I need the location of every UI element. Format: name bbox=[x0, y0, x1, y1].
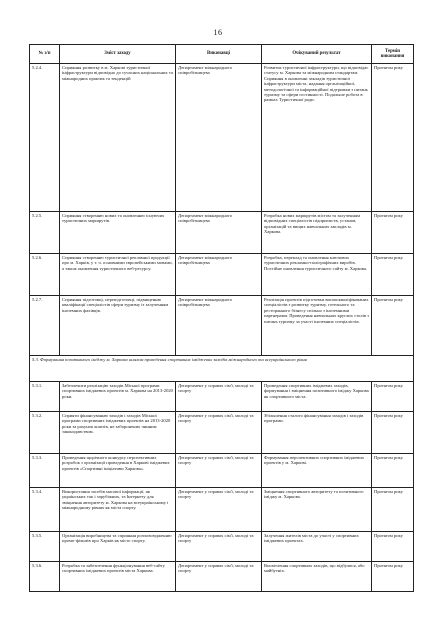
page-number: 16 bbox=[213, 28, 223, 37]
row-content: Сприяння підготовці, перепідготовці, підвищенню кваліфікації спеціалістів сфери туризму із залученням іноземних фахівців. bbox=[60, 296, 176, 356]
row-result: Розвиток туристичної інфраструктури, що відповідає статусу м. Харкова та міжнародним стандартам. Сприяння в оновленні закладів туристичної інфраструктури міста, надання організаційної, методологічної та інформаційної підтримки з питань туризму та сфери гостинності. Подальше робота в рамках Туристичної ради. bbox=[262, 64, 372, 212]
row-result: Розробка, переклад та оновлення ключових туристичних рекламно-поліграфічних виробів. Постійне оновлення туристичного сайту м. Харкова. bbox=[262, 254, 372, 296]
row-number: 5.3.3. bbox=[30, 454, 60, 488]
row-result: Висвітлення спортивних заходів, що відбулися, або майбутніх. bbox=[262, 562, 372, 592]
row-number: 5.3.6. bbox=[30, 562, 60, 592]
row-result: Проведення спортивних іміджевих заходів, формування і зміцнення позитивного іміджу Харкова як спортивного міста. bbox=[262, 382, 372, 412]
row-result: Зміцнення спортивного авторитету та позитивного іміджу м. Харкова. bbox=[262, 488, 372, 532]
section-row bbox=[30, 356, 414, 382]
row-content: Розробка та забезпечення функціонування веб-сайту спортивних іміджевих проектів міста Харкова. bbox=[60, 562, 176, 592]
table-row bbox=[30, 488, 414, 532]
row-executors: Департамент міжнародного співробітництва bbox=[176, 254, 262, 296]
row-executors: Департамент у справах сім'ї, молоді та спорту bbox=[176, 488, 262, 532]
row-number: 5.3.1. bbox=[30, 382, 60, 412]
row-executors: Департамент міжнародного співробітництва bbox=[176, 212, 262, 254]
row-number: 5.2.5. bbox=[30, 212, 60, 254]
header-result: Очікуваний результат bbox=[262, 45, 372, 64]
header-term: Термін виконання bbox=[372, 45, 414, 64]
row-content: Сприяння створенню нових та оновленню існуючих туристичних маршрутів. bbox=[60, 212, 176, 254]
row-term: Протягом року bbox=[372, 64, 414, 212]
row-term: Протягом року bbox=[372, 454, 414, 488]
row-executors: Департамент у справах сім'ї, молоді та спорту bbox=[176, 532, 262, 562]
row-number: 5.3.4. bbox=[30, 488, 60, 532]
row-result: Формування перспективних спортивних іміджевих проектів у м. Харкові. bbox=[262, 454, 372, 488]
row-result: Збільшення сталого фінансування заходів і заходів програми. bbox=[262, 412, 372, 454]
row-term: Протягом року bbox=[372, 296, 414, 356]
row-number: 5.2.6. bbox=[30, 254, 60, 296]
row-term: Протягом року bbox=[372, 562, 414, 592]
row-term: Протягом року bbox=[372, 532, 414, 562]
row-content: Сприяння створенню туристичної рекламної продукції про м. Харків, у т. ч. основними європейськими мовами, а також оновлення туристичного веб-ресурсу. bbox=[60, 254, 176, 296]
table-row bbox=[30, 254, 414, 296]
row-content: Організація виробництва та сприяння розповсюдженню промо-фільмів про Харків як місто спорту. bbox=[60, 532, 176, 562]
row-executors: Департамент міжнародного співробітництва bbox=[176, 64, 262, 212]
header-number: № з/п bbox=[30, 45, 60, 64]
row-result: Реалізація проектів підготовки висококваліфікованих спеціалістів з розвитку туризму, готельного та ресторанного бізнесу спільно з іноземними партнерами. Проведення навчальних круглих столів з питань туризму за участі іноземних спеціалістів. bbox=[262, 296, 372, 356]
header-content: Зміст заходу bbox=[60, 45, 176, 64]
row-number: 5.2.4. bbox=[30, 64, 60, 212]
table-row bbox=[30, 412, 414, 454]
table-row bbox=[30, 454, 414, 488]
row-executors: Департамент у справах сім'ї, молоді та спорту bbox=[176, 454, 262, 488]
row-executors: Департамент у справах сім'ї, молоді та спорту bbox=[176, 382, 262, 412]
row-result: Розробка нових маршрутів містом та залученням відповідних спеціалістів підприємств, установ, організацій та вищих навчальних закладів м. Харкова. bbox=[262, 212, 372, 254]
table-row bbox=[30, 296, 414, 356]
row-executors: Департамент у справах сім'ї, молоді та спорту bbox=[176, 562, 262, 592]
row-term: Протягом року bbox=[372, 254, 414, 296]
table-header-row bbox=[30, 45, 414, 64]
row-term: Протягом року bbox=[372, 412, 414, 454]
row-number: 5.3.2. bbox=[30, 412, 60, 454]
row-content: Сприяння розвитку в м. Харкові туристичної інфраструктури відповідно до сучасних національних та міжнародних практик та тенденцій bbox=[60, 64, 176, 212]
row-number: 5.2.7. bbox=[30, 296, 60, 356]
measures-table bbox=[29, 44, 414, 592]
row-content: Використання засобів масової інформації, як українських так і зарубіжних, та Інтернету для зміцнення авторитету м. Харкова на всеукраїнському і міжнародному рівнях як міста спорту. bbox=[60, 488, 176, 532]
row-number: 5.3.5. bbox=[30, 532, 60, 562]
row-result: Залучення жителів міста до участі у спортивних іміджевих проектах. bbox=[262, 532, 372, 562]
row-term: Протягом року bbox=[372, 488, 414, 532]
row-content: Проведення щорічного конкурсу перспективних розробок з організації проведення в Харкові іміджевих проектів «Спортивні ініціативи Харкова». bbox=[60, 454, 176, 488]
row-content: Сприяти фінансуванню заходів і заходів Міської програми спортивних іміджевих проектів на 2013-2020 роки за рахунок коштів, не заборонених чинним законодавством. bbox=[60, 412, 176, 454]
table-row bbox=[30, 532, 414, 562]
row-content: Забезпечити реалізацію заходів Міської програми спортивних іміджевих проектів м. Харкова на 2013-2020 роки. bbox=[60, 382, 176, 412]
table-row bbox=[30, 212, 414, 254]
row-term: Протягом року bbox=[372, 212, 414, 254]
table-row bbox=[30, 382, 414, 412]
row-executors: Департамент міжнародного співробітництва bbox=[176, 296, 262, 356]
header-executors: Виконавці bbox=[176, 45, 262, 64]
row-term: Протягом року bbox=[372, 382, 414, 412]
row-executors: Департамент у справах сім'ї, молоді та спорту bbox=[176, 412, 262, 454]
table-row bbox=[30, 562, 414, 592]
section-title: 5.3. Формування позитивного іміджу м. Харкова шляхом проведення спортивних іміджевих заходів міжнародного та всеукраїнського рівня bbox=[30, 356, 414, 382]
table-row bbox=[30, 64, 414, 212]
